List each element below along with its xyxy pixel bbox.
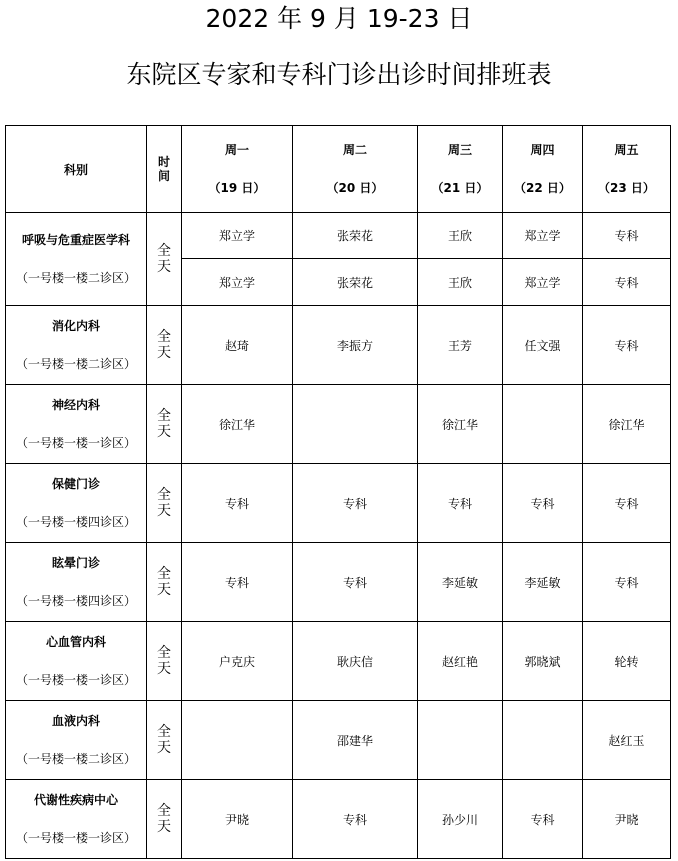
time-cell xyxy=(147,622,182,701)
doctor-cell: 专科 xyxy=(503,464,583,543)
doctor-cell: 徐江华 xyxy=(418,385,503,464)
department-cell xyxy=(6,622,147,701)
doctor-cell: 专科 xyxy=(293,780,418,859)
header-day-thu: 周四 （22 日） xyxy=(503,126,583,213)
doctor-cell xyxy=(418,701,503,780)
department-name: 消化内科 xyxy=(51,319,100,333)
doctor-cell: 邵建华 xyxy=(293,701,418,780)
doctor-cell: 专科 xyxy=(293,464,418,543)
doctor-cell: 专科 xyxy=(583,259,671,306)
time-label: 全天 xyxy=(157,329,171,361)
department-row xyxy=(6,213,671,259)
doctor-cell: 徐江华 xyxy=(182,385,293,464)
doctor-cell: 郑立学 xyxy=(182,213,293,259)
header-day-mon: 周一 （19 日） xyxy=(182,126,293,213)
time-label: 全天 xyxy=(157,645,171,677)
doctor-cell: 专科 xyxy=(583,464,671,543)
doctor-cell: 李振方 xyxy=(293,306,418,385)
doctor-cell: 赵琦 xyxy=(182,306,293,385)
department-cell xyxy=(6,306,147,385)
header-day-tue: 周二 （20 日） xyxy=(293,126,418,213)
time-cell xyxy=(147,213,182,306)
doctor-cell: 王芳 xyxy=(418,306,503,385)
doctor-cell: 专科 xyxy=(503,780,583,859)
department-location: （一号楼一楼一诊区） xyxy=(15,436,136,450)
doctor-cell: 郭晓斌 xyxy=(503,622,583,701)
department-row xyxy=(6,306,671,385)
schedule-body xyxy=(6,213,671,859)
doctor-cell: 孙少川 xyxy=(418,780,503,859)
header-day-wed: 周三 （21 日） xyxy=(418,126,503,213)
department-row xyxy=(6,464,671,543)
doctor-cell xyxy=(182,701,293,780)
department-name: 心血管内科 xyxy=(45,635,106,649)
doctor-cell: 专科 xyxy=(293,543,418,622)
doctor-cell: 李延敏 xyxy=(418,543,503,622)
department-row xyxy=(6,622,671,701)
department-name: 神经内科 xyxy=(51,398,100,412)
department-cell xyxy=(6,701,147,780)
doctor-cell: 王欣 xyxy=(418,259,503,306)
schedule-table xyxy=(5,125,671,859)
time-label: 全天 xyxy=(157,487,171,519)
department-name: 眩晕门诊 xyxy=(51,556,100,570)
doctor-cell: 郑立学 xyxy=(182,259,293,306)
department-row xyxy=(6,780,671,859)
doctor-cell: 郑立学 xyxy=(503,259,583,306)
department-cell xyxy=(6,543,147,622)
time-label: 全天 xyxy=(157,408,171,440)
doctor-cell: 轮转 xyxy=(583,622,671,701)
doctor-cell: 尹晓 xyxy=(583,780,671,859)
header-time: 时间 xyxy=(147,126,182,213)
doctor-cell: 专科 xyxy=(583,306,671,385)
doctor-cell: 徐江华 xyxy=(583,385,671,464)
department-name: 呼吸与危重症医学科 xyxy=(21,233,130,247)
doctor-cell: 专科 xyxy=(583,213,671,259)
time-cell xyxy=(147,306,182,385)
doctor-cell: 李延敏 xyxy=(503,543,583,622)
doctor-cell: 赵红艳 xyxy=(418,622,503,701)
doctor-cell: 耿庆信 xyxy=(293,622,418,701)
header-day-fri: 周五 （23 日） xyxy=(583,126,671,213)
time-label: 全天 xyxy=(157,566,171,598)
doctor-cell xyxy=(503,385,583,464)
time-cell xyxy=(147,701,182,780)
department-cell xyxy=(6,780,147,859)
time-label: 全天 xyxy=(157,243,171,275)
department-name: 血液内科 xyxy=(51,714,100,728)
department-row xyxy=(6,385,671,464)
department-row xyxy=(6,543,671,622)
department-location: （一号楼一楼二诊区） xyxy=(15,752,136,766)
department-location: （一号楼一楼一诊区） xyxy=(15,673,136,687)
department-cell xyxy=(6,385,147,464)
department-location: （一号楼一楼四诊区） xyxy=(15,515,136,529)
doctor-cell: 专科 xyxy=(182,464,293,543)
doctor-cell: 任文强 xyxy=(503,306,583,385)
doctor-cell: 专科 xyxy=(583,543,671,622)
schedule-title: 东院区专家和专科门诊出诊时间排班表 xyxy=(126,60,552,89)
department-location: （一号楼一楼四诊区） xyxy=(15,594,136,608)
doctor-cell: 郑立学 xyxy=(503,213,583,259)
department-cell xyxy=(6,213,147,306)
department-row xyxy=(6,701,671,780)
doctor-cell: 户克庆 xyxy=(182,622,293,701)
header-row xyxy=(6,126,671,213)
doctor-cell xyxy=(293,385,418,464)
doctor-cell: 张荣花 xyxy=(293,259,418,306)
time-label: 全天 xyxy=(157,803,171,835)
doctor-cell: 王欣 xyxy=(418,213,503,259)
time-cell xyxy=(147,543,182,622)
department-location: （一号楼一楼二诊区） xyxy=(15,271,136,285)
doctor-cell: 专科 xyxy=(418,464,503,543)
doctor-cell: 赵红玉 xyxy=(583,701,671,780)
doctor-cell: 张荣花 xyxy=(293,213,418,259)
doctor-cell: 专科 xyxy=(182,543,293,622)
department-name: 代谢性疾病中心 xyxy=(33,793,118,807)
department-location: （一号楼一楼二诊区） xyxy=(15,357,136,371)
doctor-cell: 尹晓 xyxy=(182,780,293,859)
time-label: 全天 xyxy=(157,724,171,756)
schedule-date-title: 2022 年 9 月 19-23 日 xyxy=(205,4,473,33)
department-cell xyxy=(6,464,147,543)
doctor-cell xyxy=(503,701,583,780)
time-cell xyxy=(147,385,182,464)
department-location: （一号楼一楼一诊区） xyxy=(15,831,136,845)
time-cell xyxy=(147,464,182,543)
time-cell xyxy=(147,780,182,859)
header-dept: 科别 xyxy=(6,126,147,213)
department-name: 保健门诊 xyxy=(51,477,100,491)
